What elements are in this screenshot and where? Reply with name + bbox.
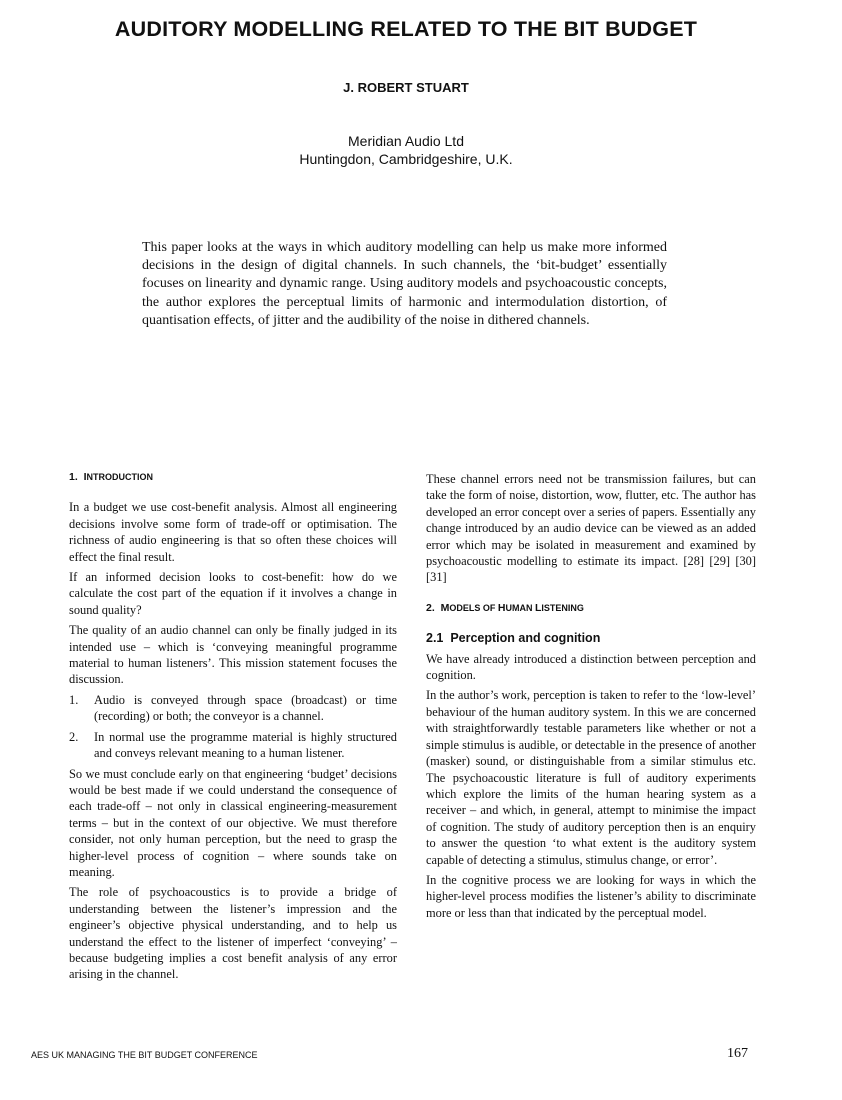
list-number: 1. bbox=[69, 692, 79, 707]
page-number: 167 bbox=[727, 1046, 748, 1061]
right-column bbox=[426, 471, 756, 925]
paragraph: In the author’s work, perception is taken to refer to the ‘low-level’ behaviour of the human auditory system. In this we are concerned with straightforwardly testable parameters like whether or not a simple stimulus is audible, or detectable in the presence of another (masker) sound, or distinguishable from a similar stimulus etc. The psychoacoustic literature is full of auditory experiments which explore the limits of the human hearing system as a receiver – and which, in general, attempt to minimise the impact of cognition. The study of auditory perception then is an enquiry to answer the question ‘to what extent is the auditory system capable of detecting a stimulus, stimulus change, or error’. bbox=[426, 688, 756, 867]
section-title-initial: M bbox=[440, 601, 450, 614]
section-title-rest: NTRODUCTION bbox=[86, 472, 154, 482]
section-title-initial: I bbox=[83, 471, 87, 483]
paragraph: So we must conclude early on that engineering ‘budget’ decisions would be best made if we could understand the consequence of each trade-off – not only in classical engineering-measurement terms – but in the context of our objective. We must therefore consider, not only human perception, but the need to grasp the higher-level process of cognition – where sounds take on meaning. bbox=[69, 766, 397, 879]
subsection-heading-perception-and-cognition: 2.1 Perception and cognition bbox=[426, 631, 601, 646]
section-number: 2. bbox=[426, 601, 435, 614]
affiliation-location: Huntingdon, Cambridgeshire, U.K. bbox=[299, 151, 513, 167]
list-item bbox=[69, 692, 397, 725]
paragraph: In a budget we use cost-benefit analysis. Almost all engineering decisions involve some form of trade-off or optimisation. The richness of audio engineering is that so often these choices will effect the final result. bbox=[69, 500, 397, 564]
affiliation-organization: Meridian Audio Ltd bbox=[348, 133, 464, 149]
paragraph: We have already introduced a distinction between perception and cognition. bbox=[426, 651, 756, 683]
paper-title: AUDITORY MODELLING RELATED TO THE BIT BUDGET bbox=[114, 17, 698, 41]
footer-conference-name: AES UK MANAGING THE BIT BUDGET CONFERENCE bbox=[31, 1050, 258, 1060]
list-text: In normal use the programme material is highly structured and conveys relevant meaning to a human listener. bbox=[94, 729, 397, 761]
section-title-rest: ISTENING bbox=[541, 602, 584, 613]
section-title-rest: ODELS OF bbox=[449, 602, 498, 613]
section-heading-models-of-human-listening bbox=[426, 600, 756, 616]
paragraph: If an informed decision looks to cost-benefit: how do we calculate the cost part of the equation if it involves a change in sound quality? bbox=[69, 570, 397, 617]
author-name: J. ROBERT STUART bbox=[343, 80, 469, 95]
paragraph: In the cognitive process we are looking for ways in which the higher-level process modifies the listener’s ability to discriminate more or less than that indicated by the perceptual model. bbox=[426, 872, 756, 920]
paragraph: The role of psychoacoustics is to provide a bridge of understanding between the listener’s impression and the engineer’s objective physical understanding, and to help us understand the effect to the listener of imperfect ‘conveying’ – because budgeting implies a cost benefit analysis of any error arising in the channel. bbox=[69, 885, 397, 982]
section-title-rest: UMAN bbox=[505, 602, 535, 613]
list-text: Audio is conveyed through space (broadcast) or time (recording) or both; the conveyor is a channel. bbox=[94, 692, 397, 724]
paragraph: The quality of an audio channel can only be finally judged in its intended use – which is ‘conveying meaningful programme material to human listeners’. This mission statement focuses the discussion. bbox=[69, 623, 397, 687]
section-title-initial: L bbox=[534, 601, 542, 614]
section-heading-introduction bbox=[69, 469, 397, 485]
abstract: This paper looks at the ways in which auditory modelling can help us make more informed decisions in the design of digital channels. In such channels, the ‘bit-budget’ essentially focuses on linearity and dynamic range. Using auditory models and psychoacoustic concepts, the author explores the perceptual limits of harmonic and intermodulation distortion, of quantisation effects, of jitter and the audibility of the noise in dithered channels. bbox=[142, 240, 667, 328]
list-number: 2. bbox=[69, 729, 79, 744]
section-number: 1. bbox=[69, 471, 78, 483]
left-column bbox=[69, 469, 397, 987]
section-title-initial: H bbox=[497, 601, 506, 614]
paragraph: These channel errors need not be transmission failures, but can take the form of noise, distortion, wow, flutter, etc. The author has developed an error concept over a series of papers. Essentially any change introduced by an audio device can be viewed as an added error which may be isolated in measurement and examined by psychoacoustic modelling to estimate its impact. [28] [29] [30] [31] bbox=[426, 472, 756, 585]
list-item bbox=[69, 729, 397, 762]
